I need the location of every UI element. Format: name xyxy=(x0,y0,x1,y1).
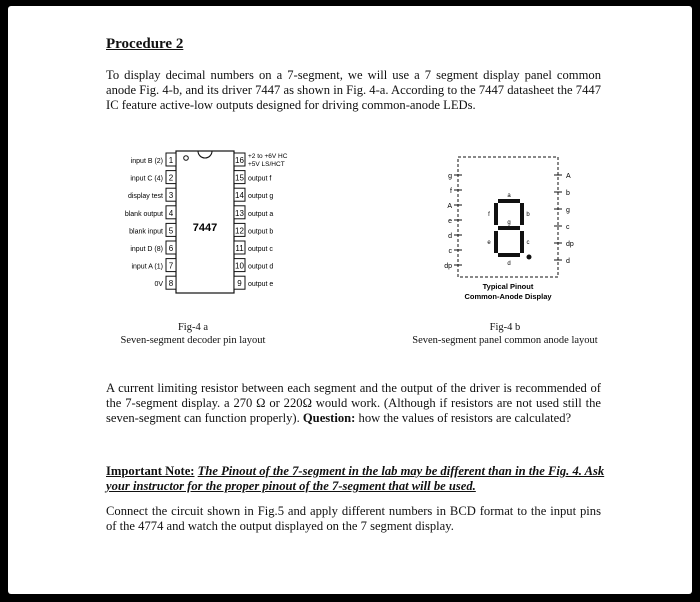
right-pin-number: 16 xyxy=(235,156,244,165)
fig-4a-caption-title: Fig-4 a xyxy=(177,322,209,333)
left-pin-label: input A (1) xyxy=(131,263,163,271)
display-right-pin: A xyxy=(566,173,571,180)
display-title-2: Common-Anode Display xyxy=(464,292,552,301)
fig-4a-caption xyxy=(98,321,288,347)
segment-f xyxy=(494,203,498,225)
fig-4b-caption xyxy=(380,321,630,347)
left-pin-label: input D (8) xyxy=(130,246,163,253)
right-pin-number: 13 xyxy=(235,208,244,218)
segment-g xyxy=(498,226,520,230)
note-label: Important Note: xyxy=(106,464,195,478)
resistor-paragraph xyxy=(106,381,601,426)
display-left-pin: d xyxy=(448,233,452,240)
left-pin-number: 5 xyxy=(168,226,174,236)
right-pin-label: output f xyxy=(248,175,272,183)
left-pin-number: 7 xyxy=(168,261,174,271)
important-note xyxy=(106,464,606,494)
segment-letter: e xyxy=(487,240,491,246)
left-pin-label: input C (4) xyxy=(130,175,163,183)
segment-c xyxy=(520,231,524,253)
display-left-pin: dp xyxy=(444,263,452,270)
segment-letter: a xyxy=(507,193,511,199)
right-pin-label: +2 to +6V HC xyxy=(248,153,288,160)
right-pin-label: output c xyxy=(248,246,273,253)
right-pin-number: 9 xyxy=(237,279,242,289)
right-pin-number: 15 xyxy=(235,173,244,183)
right-pin-number: 14 xyxy=(235,191,244,201)
display-right-pin: dp xyxy=(566,241,574,248)
left-pin-number: 3 xyxy=(168,191,174,201)
display-left-pin: f xyxy=(450,188,452,195)
left-pin-label: blank output xyxy=(124,210,163,218)
left-pin-number: 8 xyxy=(168,279,174,289)
fig-4b-display-pinout xyxy=(444,151,583,311)
resistor-text: A current limiting resistor between each segment and the output of the driver is recommended of the 7-segment display. a 270 Ω or 220Ω would work. (Although if resistors are not used still the seven-segment can function properly). xyxy=(106,381,601,425)
segment-letter: d xyxy=(507,261,511,267)
segment-dp xyxy=(527,255,532,260)
right-pin-label: +5V LS/HCT xyxy=(248,161,285,168)
right-pin-label: output g xyxy=(248,193,274,201)
left-pin-number: 1 xyxy=(168,156,174,165)
right-pin-number: 12 xyxy=(235,226,244,236)
fig-4b-caption-text: Seven-segment panel common anode layout xyxy=(412,335,598,346)
display-pinout-diagram xyxy=(444,151,583,311)
note-text: The Pinout of the 7-segment in the lab may be different than in the Fig. 4. Ask your instructor for the proper pinout of the 7-segment that will be used. xyxy=(106,464,605,493)
display-title-1: Typical Pinout xyxy=(482,282,534,291)
decoder-pinout-diagram xyxy=(116,144,306,304)
chip-label: 7447 xyxy=(192,222,218,234)
right-pin-number: 11 xyxy=(235,244,244,253)
right-pin-label: output b xyxy=(248,228,274,236)
segment-letter: c xyxy=(526,240,530,246)
display-left-pin: A xyxy=(447,203,452,210)
right-pin-number: 10 xyxy=(235,261,244,271)
display-right-pin: d xyxy=(566,258,570,265)
right-pin-label: output d xyxy=(248,263,274,271)
question-label: Question: xyxy=(302,411,356,425)
fig-4a-caption-text: Seven-segment decoder pin layout xyxy=(120,335,266,346)
left-pin-label: display test xyxy=(127,193,163,201)
display-left-pin: g xyxy=(448,173,452,180)
fig-4b-caption-title: Fig-4 b xyxy=(489,322,521,333)
left-pin-label: input B (2) xyxy=(130,158,163,165)
segment-letter: b xyxy=(526,212,530,218)
display-right-pin: b xyxy=(566,190,570,197)
display-right-pin: c xyxy=(566,224,570,231)
right-pin-label: output a xyxy=(248,210,274,218)
segment-letter: g xyxy=(507,220,511,226)
left-pin-number: 6 xyxy=(168,244,174,253)
display-left-pin: c xyxy=(448,248,452,255)
segment-d xyxy=(498,253,520,257)
segment-b xyxy=(520,203,524,225)
display-left-pin: e xyxy=(448,218,452,225)
left-pin-label: blank input xyxy=(129,228,163,236)
right-pin-label: output e xyxy=(248,281,274,289)
left-pin-label: 0V xyxy=(154,281,163,289)
fig-4a-decoder-pinout xyxy=(116,144,306,304)
question-text: how the values of resistors are calculated? xyxy=(355,411,572,425)
procedure-title: Procedure 2 xyxy=(106,36,184,52)
connect-paragraph: Connect the circuit shown in Fig.5 and apply different numbers in BCD format to the input pins of the 4774 and watch the output displayed on the 7 segment display. xyxy=(106,504,601,533)
display-right-pin: g xyxy=(566,207,570,214)
document-page xyxy=(8,6,692,594)
segment-a xyxy=(498,199,520,203)
intro-paragraph: To display decimal numbers on a 7-segment, we will use a 7 segment display panel common anode Fig. 4-b, and its driver 7447 as shown in Fig. 4-a. According to the 7447 datasheet the 7447 IC feature active-low outputs designed for driving common-anode LEDs. xyxy=(106,68,601,112)
left-pin-number: 2 xyxy=(168,173,174,183)
display-outline xyxy=(458,157,558,277)
segment-letter: f xyxy=(488,212,490,218)
segment-e xyxy=(494,231,498,253)
left-pin-number: 4 xyxy=(168,208,174,218)
